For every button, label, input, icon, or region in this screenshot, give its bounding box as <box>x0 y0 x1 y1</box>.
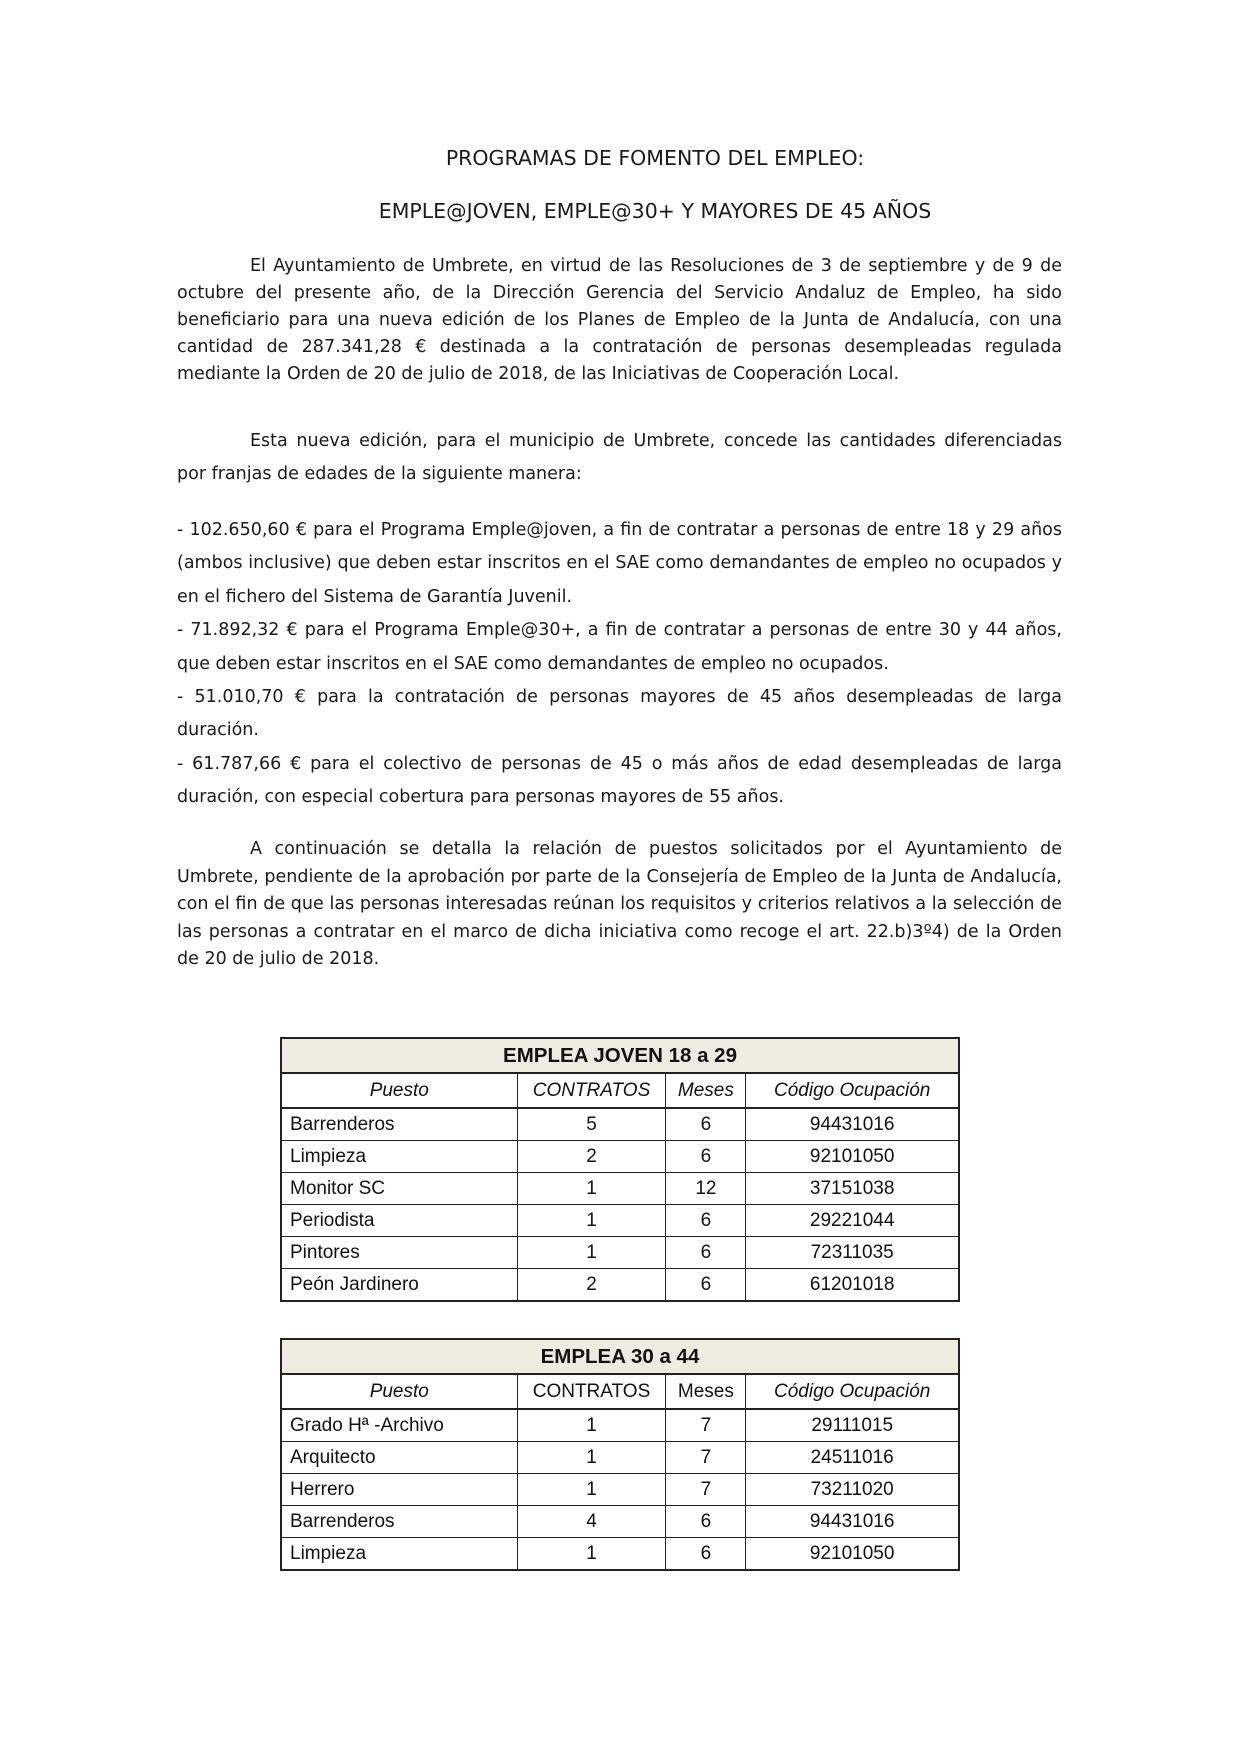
column-header-contratos: CONTRATOS <box>517 1374 666 1409</box>
cell-codigo: 72311035 <box>746 1237 959 1269</box>
cell-puesto: Limpieza <box>281 1141 517 1173</box>
cell-puesto: Grado Hª -Archivo <box>281 1409 517 1442</box>
cell-puesto: Herrero <box>281 1474 517 1506</box>
column-header-codigo: Código Ocupación <box>746 1073 959 1108</box>
cell-contratos: 1 <box>517 1205 666 1237</box>
table-row <box>281 1506 959 1538</box>
cell-puesto: Limpieza <box>281 1538 517 1571</box>
cell-codigo: 37151038 <box>746 1173 959 1205</box>
intro-paragraph: El Ayuntamiento de Umbrete, en virtud de las Resoluciones de 3 de septiembre y de 9 de octubre del presente año, de la Dirección Gerencia del Servicio Andaluz de Empleo, ha sido beneficiario para una nueva edición de los Planes de Empleo de la Junta de Andalucía, con una cantidad de 287.341,28 € destinada a la contratación de personas desempleadas regulada mediante la Orden de 20 de julio de 2018, de las Iniciativas de Cooperación Local. <box>177 256 1062 384</box>
table-row <box>281 1269 959 1302</box>
allocation-item-45plus: - 51.010,70 € para la contratación de personas mayores de 45 años desempleadas de larga duración. <box>177 687 1062 741</box>
cell-codigo: 92101050 <box>746 1141 959 1173</box>
table-row <box>281 1141 959 1173</box>
cell-contratos: 2 <box>517 1269 666 1302</box>
cell-contratos: 1 <box>517 1237 666 1269</box>
positions-intro-paragraph: A continuación se detalla la relación de puestos solicitados por el Ayuntamiento de Umbrete, pendiente de la aprobación por parte de la Consejería de Empleo de la Junta de Andalucía, con el fin de que las personas interesadas reúnan los requisitos y criterios relativos a la selección de las personas a contratar en el marco de dicha iniciativa como recoge el art. 22.b)3º4) de la Orden de 20 de julio de 2018. <box>177 839 1062 969</box>
table-caption: EMPLEA JOVEN 18 a 29 <box>281 1038 959 1073</box>
cell-contratos: 1 <box>517 1538 666 1571</box>
table-row <box>281 1108 959 1141</box>
cell-puesto: Peón Jardinero <box>281 1269 517 1302</box>
table-row <box>281 1205 959 1237</box>
allocation-intro-paragraph: Esta nueva edición, para el municipio de Umbrete, concede las cantidades diferenciadas por franjas de edades de la siguiente manera: <box>177 431 1062 484</box>
table-row <box>281 1173 959 1205</box>
cell-contratos: 5 <box>517 1108 666 1141</box>
cell-meses: 6 <box>666 1269 746 1302</box>
column-header-contratos: CONTRATOS <box>517 1073 666 1108</box>
cell-codigo: 29111015 <box>746 1409 959 1442</box>
allocation-list <box>177 514 1062 815</box>
cell-meses: 6 <box>666 1538 746 1571</box>
cell-puesto: Pintores <box>281 1237 517 1269</box>
cell-contratos: 1 <box>517 1409 666 1442</box>
cell-puesto: Barrenderos <box>281 1506 517 1538</box>
cell-puesto: Monitor SC <box>281 1173 517 1205</box>
document-title: PROGRAMAS DE FOMENTO DEL EMPLEO: <box>445 146 865 170</box>
cell-contratos: 4 <box>517 1506 666 1538</box>
cell-meses: 7 <box>666 1442 746 1474</box>
document-subtitle: EMPLE@JOVEN, EMPLE@30+ Y MAYORES DE 45 AÑOS <box>378 199 932 223</box>
emplea-joven-table <box>280 1037 960 1302</box>
cell-codigo: 29221044 <box>746 1205 959 1237</box>
table-row <box>281 1442 959 1474</box>
cell-codigo: 24511016 <box>746 1442 959 1474</box>
cell-codigo: 94431016 <box>746 1506 959 1538</box>
cell-meses: 6 <box>666 1205 746 1237</box>
table-row <box>281 1474 959 1506</box>
column-header-puesto: Puesto <box>281 1073 517 1108</box>
cell-meses: 6 <box>666 1237 746 1269</box>
column-header-meses: Meses <box>666 1374 746 1409</box>
emplea-30-44-table <box>280 1338 960 1571</box>
cell-codigo: 94431016 <box>746 1108 959 1141</box>
column-header-codigo: Código Ocupación <box>746 1374 959 1409</box>
cell-contratos: 1 <box>517 1173 666 1205</box>
allocation-item-joven: - 102.650,60 € para el Programa Emple@joven, a fin de contratar a personas de entre 18 y 29 años (ambos inclusive) que deben estar inscritos en el SAE como demandantes de empleo no ocupados y en el fichero del Sistema de Garantía Juvenil. <box>177 520 1062 607</box>
column-header-puesto: Puesto <box>281 1374 517 1409</box>
cell-meses: 6 <box>666 1108 746 1141</box>
cell-contratos: 2 <box>517 1141 666 1173</box>
cell-codigo: 73211020 <box>746 1474 959 1506</box>
cell-contratos: 1 <box>517 1474 666 1506</box>
column-header-meses: Meses <box>666 1073 746 1108</box>
table-row <box>281 1237 959 1269</box>
cell-puesto: Arquitecto <box>281 1442 517 1474</box>
cell-codigo: 92101050 <box>746 1538 959 1571</box>
cell-contratos: 1 <box>517 1442 666 1474</box>
table-row <box>281 1409 959 1442</box>
cell-puesto: Periodista <box>281 1205 517 1237</box>
table-row <box>281 1538 959 1571</box>
cell-meses: 6 <box>666 1141 746 1173</box>
table-caption: EMPLEA 30 a 44 <box>281 1339 959 1374</box>
cell-meses: 6 <box>666 1506 746 1538</box>
cell-puesto: Barrenderos <box>281 1108 517 1141</box>
cell-meses: 7 <box>666 1474 746 1506</box>
cell-codigo: 61201018 <box>746 1269 959 1302</box>
cell-meses: 12 <box>666 1173 746 1205</box>
allocation-item-30plus: - 71.892,32 € para el Programa Emple@30+, a fin de contratar a personas de entre 30 y 44 años, que deben estar inscritos en el SAE como demandantes de empleo no ocupados. <box>177 620 1062 674</box>
allocation-item-45plus-55: - 61.787,66 € para el colectivo de personas de 45 o más años de edad desempleadas de larga duración, con especial cobertura para personas mayores de 55 años. <box>177 753 1062 808</box>
cell-meses: 7 <box>666 1409 746 1442</box>
